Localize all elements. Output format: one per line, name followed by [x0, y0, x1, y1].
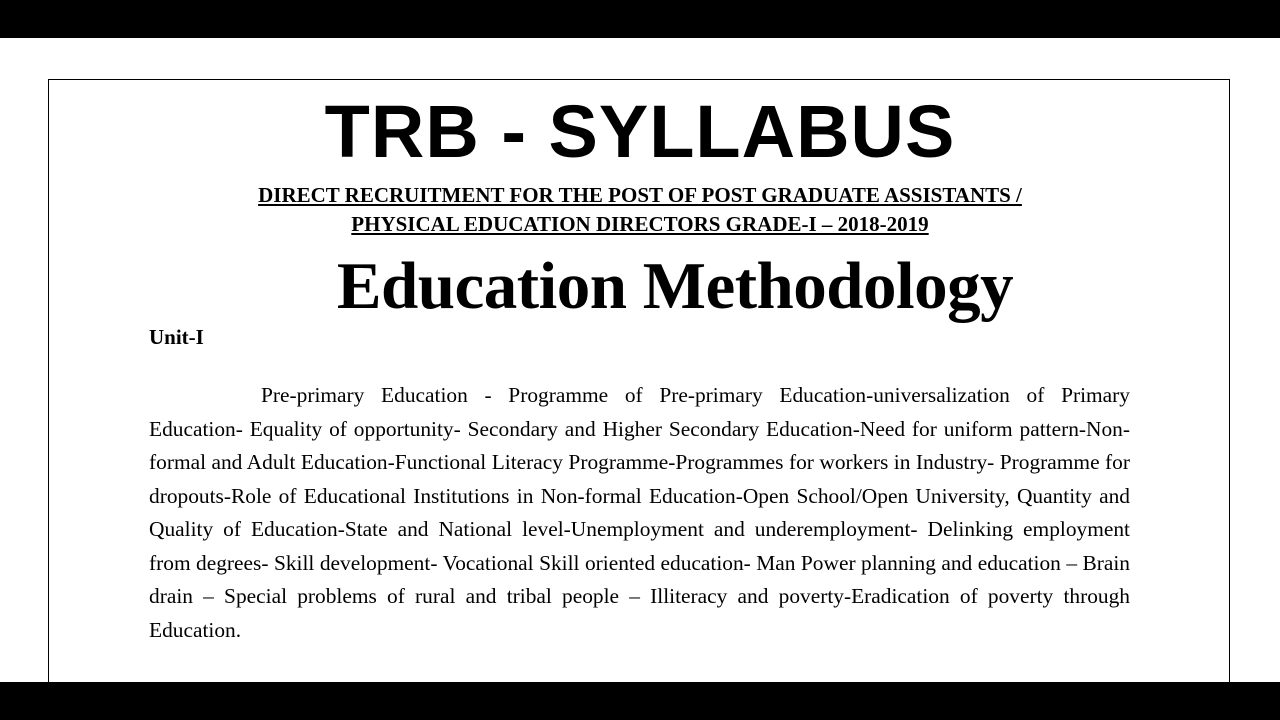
subtitle-line-2: PHYSICAL EDUCATION DIRECTORS GRADE-I – 2018-2019: [351, 212, 929, 236]
subtitle-line-1: DIRECT RECRUITMENT FOR THE POST OF POST GRADUATE ASSISTANTS /: [258, 183, 1022, 207]
subject-title: Education Methodology: [336, 249, 1014, 323]
document-title: TRB - SYLLABUS: [324, 90, 956, 173]
document-page: [0, 38, 1280, 682]
unit-heading: Unit-I: [149, 325, 204, 349]
syllabus-paragraph: Pre-primary Education - Programme of Pre-primary Education-universalization of Primary Education- Equality of opportunity- Secondary and Higher Secondary Education-Need for uniform pattern-Non-formal and Adult Education-Functional Literacy Programme-Programmes for workers in Industry- Programme for dropouts-Role of Educational Institutions in Non-formal Education-Open School/Open University, Quantity and Quality of Education-State and National level-Unemployment and underemployment- Delinking employment from degrees- Skill development- Vocational Skill oriented education- Man Power planning and education – Brain drain – Special problems of rural and tribal people – Illiteracy and poverty-Eradication of poverty through Education.: [149, 383, 1130, 642]
